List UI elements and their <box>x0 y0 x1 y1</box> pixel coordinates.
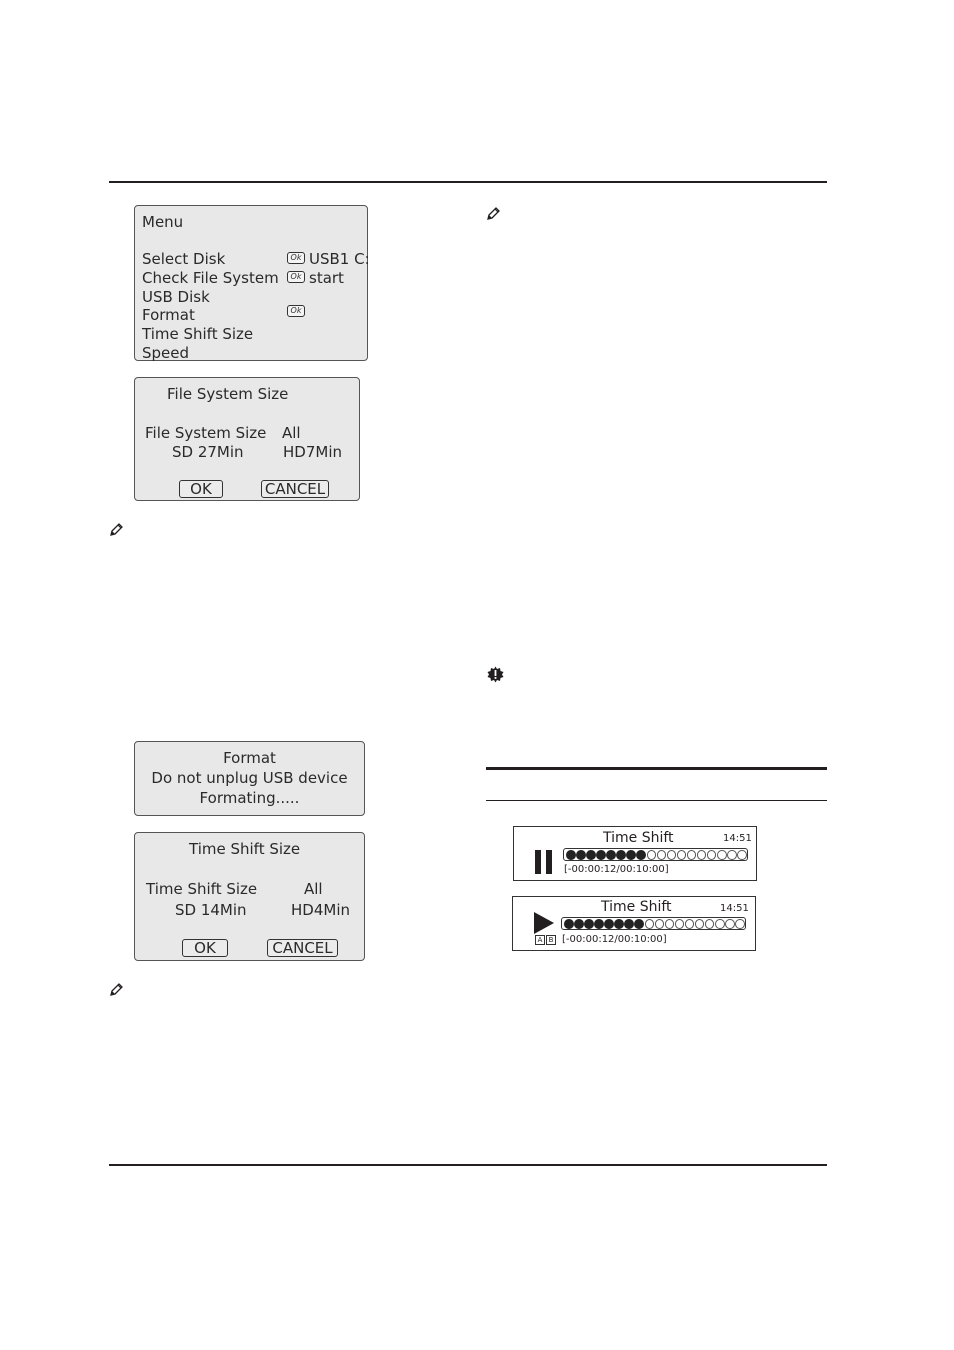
progress-dot-empty <box>647 850 657 860</box>
size-label: File System Size <box>145 424 267 442</box>
menu-item-speed[interactable]: Speed <box>142 344 190 362</box>
progress-dot-empty <box>735 919 745 929</box>
pencil-icon <box>109 522 124 537</box>
pause-icon <box>534 849 554 875</box>
progress-dot-filled <box>636 850 646 860</box>
progress-dot-empty <box>725 919 735 929</box>
size-value: All <box>282 424 301 442</box>
top-rule <box>109 181 827 183</box>
sd-duration: SD 14Min <box>175 901 247 919</box>
progress-dot-empty <box>737 850 747 860</box>
ok-button[interactable]: OK <box>182 939 228 957</box>
progress-dot-filled <box>564 919 574 929</box>
progress-dot-filled <box>566 850 576 860</box>
progress-dot-empty <box>727 850 737 860</box>
progress-dot-empty <box>717 850 727 860</box>
menu-item-check-file-system[interactable]: Check File System <box>142 269 279 287</box>
progress-dot-empty <box>655 919 665 929</box>
progress-dot-empty <box>687 850 697 860</box>
menu-item-time-shift-size[interactable]: Time Shift Size <box>142 325 254 343</box>
progress-dot-empty <box>695 919 705 929</box>
time-shift-size-dialog <box>134 832 365 961</box>
progress-dot-empty <box>705 919 715 929</box>
progress-dot-filled <box>604 919 614 929</box>
time-shift-paused-bar <box>513 826 757 881</box>
ok-button[interactable]: OK <box>179 480 223 498</box>
format-dialog <box>134 741 365 816</box>
time-shift-playing-bar <box>512 896 756 951</box>
hd-duration: HD7Min <box>283 443 342 461</box>
ts-title: Time Shift <box>601 899 672 915</box>
progress-dot-filled <box>606 850 616 860</box>
format-title: Format <box>223 749 276 767</box>
progress-dot-filled <box>634 919 644 929</box>
progress-dot-filled <box>574 919 584 929</box>
progress-dot-empty <box>685 919 695 929</box>
play-icon <box>533 911 555 935</box>
menu-panel <box>134 205 368 361</box>
section-rule-thick <box>486 767 827 770</box>
size-label: Time Shift Size <box>146 880 258 898</box>
menu-title: Menu <box>142 213 184 231</box>
dialog-title: Time Shift Size <box>189 840 301 858</box>
important-icon <box>487 666 504 683</box>
ts-clock: 14:51 <box>723 833 752 844</box>
progress-dot-filled <box>624 919 634 929</box>
hd-duration: HD4Min <box>291 901 350 919</box>
ok-icon: Ok <box>287 252 305 264</box>
sd-duration: SD 27Min <box>172 443 244 461</box>
cancel-button[interactable]: CANCEL <box>267 939 338 957</box>
format-status: Formating..... <box>199 789 300 807</box>
b-marker-icon: B <box>546 935 556 945</box>
progress-dot-empty <box>665 919 675 929</box>
progress-dot-empty <box>707 850 717 860</box>
ts-title: Time Shift <box>603 830 674 846</box>
progress-dot-empty <box>645 919 655 929</box>
menu-item-usb-disk[interactable]: USB Disk <box>142 288 210 306</box>
format-warning: Do not unplug USB device <box>151 769 348 787</box>
ok-icon: Ok <box>287 271 305 283</box>
progress-dot-empty <box>715 919 725 929</box>
pencil-icon <box>486 206 501 221</box>
bottom-rule <box>109 1164 827 1166</box>
pencil-icon <box>109 982 124 997</box>
progress-dot-filled <box>586 850 596 860</box>
dialog-title: File System Size <box>167 385 289 403</box>
progress-dot-filled <box>626 850 636 860</box>
progress-dot-filled <box>614 919 624 929</box>
progress-dot-empty <box>697 850 707 860</box>
progress-dot-filled <box>594 919 604 929</box>
ts-clock: 14:51 <box>720 903 749 914</box>
file-system-size-dialog <box>134 377 360 501</box>
ts-counter: [-00:00:12/00:10:00] <box>564 864 669 875</box>
menu-item-format[interactable]: Format <box>142 306 195 324</box>
size-value: All <box>304 880 323 898</box>
progress-dot-filled <box>596 850 606 860</box>
a-marker-icon: A <box>535 935 545 945</box>
menu-value-select-disk: USB1 C: <box>309 250 370 268</box>
progress-dot-empty <box>667 850 677 860</box>
progress-dot-filled <box>616 850 626 860</box>
ok-icon: Ok <box>287 305 305 317</box>
progress-dot-empty <box>657 850 667 860</box>
progress-dot-empty <box>677 850 687 860</box>
progress-dot-empty <box>675 919 685 929</box>
ts-counter: [-00:00:12/00:10:00] <box>562 934 667 945</box>
ts-progress-bar <box>563 848 748 861</box>
progress-dot-filled <box>584 919 594 929</box>
menu-value-check-file-system: start <box>309 269 344 287</box>
menu-item-select-disk[interactable]: Select Disk <box>142 250 226 268</box>
progress-dot-filled <box>576 850 586 860</box>
section-rule-thin <box>486 800 827 801</box>
cancel-button[interactable]: CANCEL <box>261 480 329 498</box>
ts-progress-bar <box>561 917 746 930</box>
